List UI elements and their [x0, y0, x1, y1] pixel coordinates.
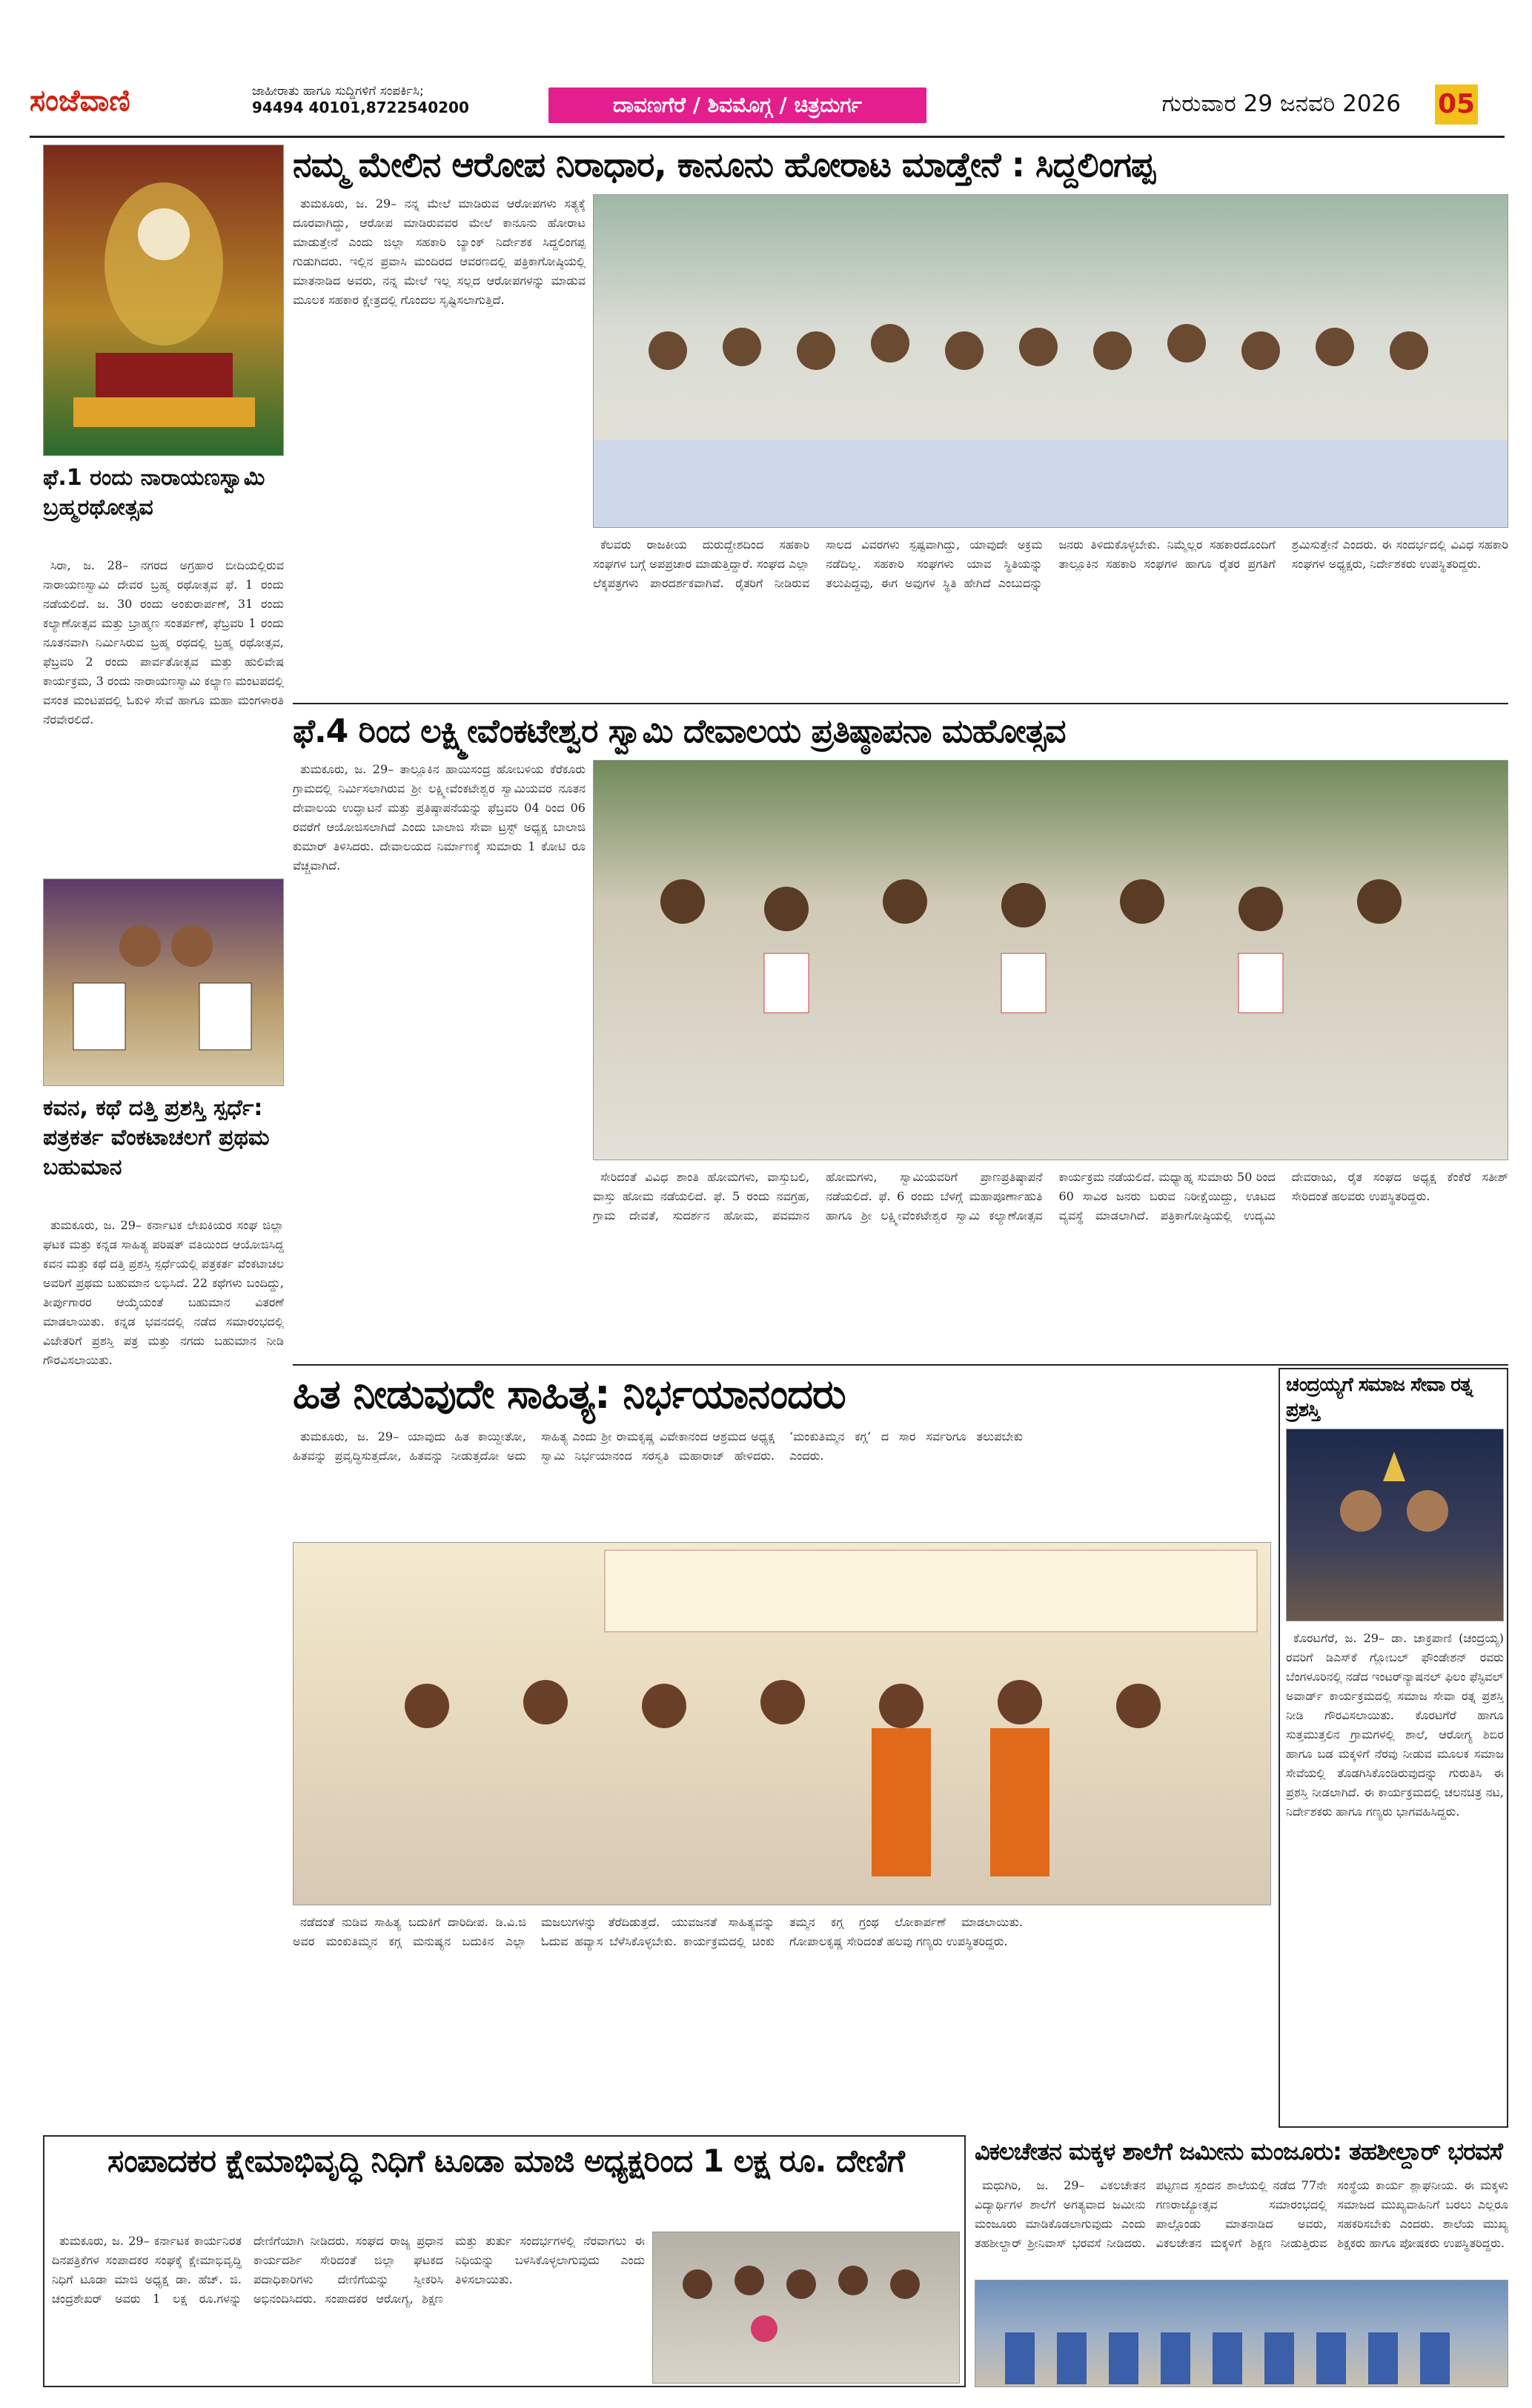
- press-meet-group-photo: [593, 194, 1508, 528]
- group-photo-illustration: [594, 195, 1508, 528]
- newspaper-logo: [30, 83, 252, 128]
- temple-book-release-photo: [593, 760, 1508, 1160]
- contact-phone: 94494 40101,8722540200: [252, 99, 469, 116]
- school-children-photo: [975, 2280, 1508, 2387]
- poetry-award-body: [43, 1216, 284, 2076]
- editor-welfare-text: ತುಮಕೂರು, ಜ. 29– ಕರ್ನಾಟಕ ಕಾರ್ಯನಿರತ ದಿನಪತ್ರಿಕೆಗಳ ಸಂಪಾದಕರ ಸಂಘಕ್ಕೆ ಕ್ಷೇಮಾಭಿವೃದ್ಧಿ ನಿಧಿಗೆ ಟೂಡಾ ಮಾಜಿ ಅಧ್ಯಕ್ಷ ಡಾ. ಹೆಚ್. ಜಿ. ಚಂದ್ರಶೇಖರ್ ಅವರು 1 ಲಕ್ಷ ರೂ.ಗಳನ್ನು ದೇಣಿಗೆಯಾಗಿ ನೀಡಿದರು. ಸಂಘದ ರಾಜ್ಯ ಪ್ರಧಾನ ಕಾರ್ಯದರ್ಶಿ ಸೇರಿದಂತೆ ಜಿಲ್ಲಾ ಘಟಕದ ಪದಾಧಿಕಾರಿಗಳು ದೇಣಿಗೆಯನ್ನು ಸ್ವೀಕರಿಸಿ ಅಭಿನಂದಿಸಿದರು. ಸಂಪಾದಕರ ಆರೋಗ್ಯ, ಶಿಕ್ಷಣ ಮತ್ತು ತುರ್ತು ಸಂದರ್ಭಗಳಲ್ಲಿ ನೆರವಾಗಲು ಈ ನಿಧಿಯನ್ನು ಬಳಸಿಕೊಳ್ಳಲಾಗುವುದು ಎಂದು ತಿಳಿಸಲಾಯಿತು.: [52, 2234, 645, 2306]
- lakshmi-venkateshwara-lead-text: ತುಮಕೂರು, ಜ. 29– ತಾಲ್ಲೂಕಿನ ಹಾಯಿಸಂದ್ರ ಹೋಬಳಿಯ ಕೆರೆಕೂರು ಗ್ರಾಮದಲ್ಲಿ ನಿರ್ಮಿಸಲಾಗಿರುವ ಶ್ರೀ ಲಕ್ಷ್ಮೀವೆಂಕಟೇಶ್ವರ ಸ್ವಾಮಿಯವರ ನೂತನ ದೇವಾಲಯ ಉದ್ಘಾಟನೆ ಮತ್ತು ಪ್ರತಿಷ್ಠಾಪನೆಯನ್ನು ಫೆಬ್ರವರಿ 04 ರಿಂದ 06 ರವರೆಗೆ ಆಯೋಜಿಸಲಾಗಿದೆ ಎಂದು ಬಾಲಾಜಿ ಸೇವಾ ಟ್ರಸ್ಟ್ ಅಧ್ಯಕ್ಷ ಬಾಲಾಜಿ ಕುಮಾರ್ ತಿಳಿಸಿದರು. ದೇವಾಲಯದ ನಿರ್ಮಾಣಕ್ಕೆ ಸುಮಾರು 1 ಕೋಟಿ ರೂ ವೆಚ್ಚವಾಗಿದೆ.: [293, 762, 586, 873]
- logo-text: ಸಂಜೆವಾಣಿ: [30, 83, 130, 118]
- edition-regions: ದಾವಣಗೆರೆ / ಶಿವಮೊಗ್ಗ / ಚಿತ್ರದುರ್ಗ: [548, 87, 926, 123]
- temple-festival-body: [43, 556, 284, 867]
- disabled-school-text: ಮಧುಗಿರಿ, ಜ. 29– ವಿಕಲಚೇತನ ವಿದ್ಯಾರ್ಥಿಗಳ ಶಾಲೆಗೆ ಅಗತ್ಯವಾದ ಜಮೀನು ಮಂಜೂರು ಮಾಡಿಕೊಡಲಾಗುವುದು ಎಂದು ತಹಶೀಲ್ದಾರ್ ಶ್ರೀನಿವಾಸ್ ಭರವಸೆ ನೀಡಿದರು. ಪಟ್ಟಣದ ಸ್ಪಂದನ ಶಾಲೆಯಲ್ಲಿ ನಡೆದ 77ನೇ ಗಣರಾಜ್ಯೋತ್ಸವ ಸಮಾರಂಭದಲ್ಲಿ ಪಾಲ್ಗೊಂಡು ಮಾತನಾಡಿದ ಅವರು, ವಿಕಲಚೇತನ ಮಕ್ಕಳಿಗೆ ಶಿಕ್ಷಣ ನೀಡುತ್ತಿರುವ ಸಂಸ್ಥೆಯ ಕಾರ್ಯ ಶ್ಲಾಘನೀಯ. ಈ ಮಕ್ಕಳು ಸಮಾಜದ ಮುಖ್ಯವಾಹಿನಿಗೆ ಬರಲು ಎಲ್ಲರೂ ಸಹಕರಿಸಬೇಕು ಎಂದರು. ಶಾಲೆಯ ಮುಖ್ಯ ಶಿಕ್ಷಕರು ಹಾಗೂ ಪೋಷಕರು ಉಪಸ್ಥಿತರಿದ್ದರು.: [975, 2178, 1508, 2250]
- masthead-rule: [30, 136, 1505, 138]
- poetry-award-text: ತುಮಕೂರು, ಜ. 29– ಕರ್ನಾಟಕ ಲೇಖಕಿಯರ ಸಂಘ ಜಿಲ್ಲಾ ಘಟಕ ಮತ್ತು ಕನ್ನಡ ಸಾಹಿತ್ಯ ಪರಿಷತ್ ವತಿಯಿಂದ ಆಯೋಜಿಸಿದ್ದ ಕವನ ಮತ್ತು ಕಥೆ ದತ್ತಿ ಪ್ರಶಸ್ತಿ ಸ್ಪರ್ಧೆಯಲ್ಲಿ ಪತ್ರಕರ್ತ ವೆಂಕಟಾಚಲ ಅವರಿಗೆ ಪ್ರಥಮ ಬಹುಮಾನ ಲಭಿಸಿದೆ. 22 ಕಥೆಗಳು ಬಂದಿದ್ದು, ತೀರ್ಪುಗಾರರ ಆಯ್ಕೆಯಂತೆ ಬಹುಮಾನ ವಿತರಣೆ ಮಾಡಲಾಯಿತು. ಕನ್ನಡ ಭವನದಲ್ಲಿ ನಡೆದ ಸಮಾರಂಭದಲ್ಲಿ ವಿಜೇತರಿಗೆ ಪ್ರಶಸ್ತಿ ಪತ್ರ ಮತ್ತು ನಗದು ಬಹುಮಾನ ನೀಡಿ ಗೌರವಿಸಲಾಯಿತು.: [43, 1218, 284, 1367]
- disabled-school-body: [975, 2176, 1508, 2272]
- editor-welfare-box: [43, 2135, 966, 2387]
- section-rule-1: [293, 703, 1508, 704]
- issue-date: ಗುರುವಾರ 29 ಜನವರಿ 2026: [1161, 90, 1401, 117]
- siddalingappa-lead: [293, 194, 586, 698]
- disabled-school-headline: ವಿಕಲಚೇತನ ಮಕ್ಕಳ ಶಾಲೆಗೆ ಜಮೀನು ಮಂಜೂರು: ತಹಶೀಲ್ದಾರ್ ಭರವಸೆ: [975, 2137, 1502, 2166]
- donation-illustration: [653, 2232, 960, 2384]
- siddalingappa-body-text: ಕೆಲವರು ರಾಜಕೀಯ ದುರುದ್ದೇಶದಿಂದ ಸಹಕಾರಿ ಸಂಘಗಳ ಬಗ್ಗೆ ಅಪಪ್ರಚಾರ ಮಾಡುತ್ತಿದ್ದಾರೆ. ಸಂಘದ ಎಲ್ಲಾ ಲೆಕ್ಕಪತ್ರಗಳು ಪಾರದರ್ಶಕವಾಗಿವೆ. ರೈತರಿಗೆ ನೀಡಿರುವ ಸಾಲದ ವಿವರಗಳು ಸ್ಪಷ್ಟವಾಗಿದ್ದು, ಯಾವುದೇ ಅಕ್ರಮ ನಡೆದಿಲ್ಲ. ಸಹಕಾರಿ ಸಂಘಗಳು ಯಾವ ಸ್ಥಿತಿಯನ್ನು ತಲುಪಿದ್ದವು, ಈಗ ಅವುಗಳ ಸ್ಥಿತಿ ಹೇಗಿದೆ ಎಂಬುದನ್ನು ಜನರು ತಿಳಿದುಕೊಳ್ಳಬೇಕು. ನಿಮ್ಮೆಲ್ಲರ ಸಹಕಾರದೊಂದಿಗೆ ತಾಲ್ಲೂಕಿನ ಸಹಕಾರಿ ಸಂಘಗಳ ಹಾಗೂ ರೈತರ ಪ್ರಗತಿಗೆ ಶ್ರಮಿಸುತ್ತೇನೆ ಎಂದರು. ಈ ಸಂದರ್ಭದಲ್ಲಿ ವಿವಿಧ ಸಹಕಾರಿ ಸಂಘಗಳ ಅಧ್ಯಕ್ಷರು, ನಿರ್ದೇಶಕರು ಉಪಸ್ಥಿತರಿದ್ದರು.: [593, 538, 1508, 590]
- donation-handover-photo: [652, 2232, 960, 2384]
- poetry-award-title: ಕವನ, ಕಥೆ ದತ್ತಿ ಪ್ರಶಸ್ತಿ ಸ್ಪರ್ಧೆ: ಪತ್ರಕರ್ತ ವೆಂಕಟಾಚಲಗೆ ಪ್ರಥಮ ಬಹುಮಾನ: [43, 1095, 270, 1180]
- editor-welfare-title: ಸಂಪಾದಕರ ಕ್ಷೇಮಾಭಿವೃದ್ಧಿ ನಿಧಿಗೆ ಟೂಡಾ ಮಾಜಿ ಅಧ್ಯಕ್ಷರಿಂದ 1 ಲಕ್ಷ ರೂ. ದೇಣಿಗೆ: [107, 2143, 904, 2179]
- page-number: 05: [1435, 85, 1478, 125]
- section-rule-2: [293, 1364, 1508, 1366]
- nirbhayananda-headline: ಹಿತ ನೀಡುವುದೇ ಸಾಹಿತ್ಯ: ನಿರ್ಭಯಾನಂದರು: [293, 1371, 846, 1418]
- nirbhayananda-body: [293, 1913, 1271, 2128]
- siddalingappa-body: [593, 535, 1508, 698]
- nirbhayananda-lead-text: ತುಮಕೂರು, ಜ. 29– ಯಾವುದು ಹಿತ ಕಾಯ್ದೀತೋ, ಹಿತವನ್ನು ಪ್ರವೃದ್ಧಿಸುತ್ತದೋ, ಹಿತವನ್ನು ನೀಡುತ್ತದೋ ಅದು ಸಾಹಿತ್ಯ ಎಂದು ಶ್ರೀ ರಾಮಕೃಷ್ಣ ವಿವೇಕಾನಂದ ಆಶ್ರಮದ ಅಧ್ಯಕ್ಷ ಸ್ವಾಮಿ ನಿರ್ಭಯಾನಂದ ಸರಸ್ವತಿ ಮಹಾರಾಜ್ ಹೇಳಿದರು. ‘ಮಂಕುತಿಮ್ಮನ ಕಗ್ಗ’ ದ ಸಾರ ಸರ್ವರಿಗೂ ತಲುಪಬೇಕು ಎಂದರು.: [293, 1429, 1023, 1463]
- chandrayya-award-body: [1286, 1629, 1504, 2118]
- deity-illustration: [44, 145, 284, 456]
- award-ceremony-photo: [43, 879, 284, 1086]
- chandrayya-award-box: [1279, 1368, 1508, 2128]
- nirbhayananda-body-text: ನಡೆದಂತೆ ನುಡಿವ ಸಾಹಿತ್ಯ ಬದುಕಿಗೆ ದಾರಿದೀಪ. ಡಿ.ವಿ.ಜಿ ಅವರ ಮಂಕುತಿಮ್ಮನ ಕಗ್ಗ ಮನುಷ್ಯನ ಬದುಕಿನ ಎಲ್ಲಾ ಮಜಲುಗಳನ್ನು ತೆರೆದಿಡುತ್ತದೆ. ಯುವಜನತೆ ಸಾಹಿತ್ಯವನ್ನು ಓದುವ ಹವ್ಯಾಸ ಬೆಳೆಸಿಕೊಳ್ಳಬೇಕು. ಕಾರ್ಯಕ್ರಮದಲ್ಲಿ ಚಿಂಕು ತಮ್ಮನ ಕಗ್ಗ ಗ್ರಂಥ ಲೋಕಾರ್ಪಣೆ ಮಾಡಲಾಯಿತು. ಗೋಪಾಲಕೃಷ್ಣ ಸೇರಿದಂತೆ ಹಲವು ಗಣ್ಯರು ಉಪಸ್ಥಿತರಿದ್ದರು.: [293, 1915, 1023, 1948]
- contact-line1: ಜಾಹೀರಾತು ಹಾಗೂ ಸುದ್ದಿಗಳಿಗೆ ಸಂಪರ್ಕಿಸಿ;: [252, 84, 424, 99]
- chandrayya-award-text: ಕೊರಟಗೆರೆ, ಜ. 29– ಡಾ. ಚಾಕ್ರಪಾಣಿ (ಚಂದ್ರಯ್ಯ) ರವರಿಗೆ ಡಿಎಸ್‌ಕೆ ಗ್ಲೋಬಲ್ ಫೌಂಡೇಶನ್ ರವರು ಬೆಂಗಳೂರಿನಲ್ಲಿ ನಡೆದ ಇಂಟರ್‌ನ್ಯಾಷನಲ್ ಫಿಲಂ ಫೆಸ್ಟಿವಲ್ ಅವಾರ್ಡ್ ಕಾರ್ಯಕ್ರಮದಲ್ಲಿ ಸಮಾಜ ಸೇವಾ ರತ್ನ ಪ್ರಶಸ್ತಿ ನೀಡಿ ಗೌರವಿಸಲಾಯಿತು. ಕೊರಟಗೆರೆ ಹಾಗೂ ಸುತ್ತಮುತ್ತಲಿನ ಗ್ರಾಮಗಳಲ್ಲಿ ಶಾಲೆ, ಆರೋಗ್ಯ ಶಿಬಿರ ಹಾಗೂ ಬಡ ಮಕ್ಕಳಿಗೆ ನೆರವು ನೀಡುವ ಮೂಲಕ ಸಮಾಜ ಸೇವೆಯಲ್ಲಿ ತೊಡಗಿಸಿಕೊಂಡಿರುವುದನ್ನು ಗುರುತಿಸಿ ಈ ಪ್ರಶಸ್ತಿ ನೀಡಲಾಗಿದೆ. ಈ ಕಾರ್ಯಕ್ರಮದಲ್ಲಿ ಚಲನಚಿತ್ರ ನಟ, ನಿರ್ದೇಶಕರು ಹಾಗೂ ಗಣ್ಯರು ಭಾಗವಹಿಸಿದ್ದರು.: [1286, 1631, 1504, 1819]
- stage-illustration: [294, 1543, 1271, 1905]
- contact-info: [252, 83, 497, 117]
- temple-festival-text: ಸಿರಾ, ಜ. 28– ನಗರದ ಅಗ್ರಹಾರ ಬೀದಿಯಲ್ಲಿರುವ ನಾರಾಯಣಸ್ವಾಮಿ ದೇವರ ಬ್ರಹ್ಮ ರಥೋತ್ಸವ ಫೆ. 1 ರಂದು ನಡೆಯಲಿದೆ. ಜ. 30 ರಂದು ಅಂಕುರಾರ್ಪಣೆ, 31 ರಂದು ಕಲ್ಯಾಣೋತ್ಸವ ಮತ್ತು ಬ್ರಾಹ್ಮಣ ಸಂತರ್ಪಣೆ, ಫೆಬ್ರವರಿ 1 ರಂದು ನೂತನವಾಗಿ ನಿರ್ಮಿಸಿರುವ ಬ್ರಹ್ಮ ರಥದಲ್ಲಿ ಬ್ರಹ್ಮ ರಥೋತ್ಸವ, ಫೆಬ್ರವರಿ 2 ರಂದು ಪಾರ್ವತೋತ್ಸವ ಮತ್ತು ಹುಲಿವೇಷ ಕಾರ್ಯಕ್ರಮ, 3 ರಂದು ನಾರಾಯಣಸ್ವಾಮಿ ಕಲ್ಯಾಣ ಮಂಟಪದಲ್ಲಿ ವಸಂತ ಮಂಟಪದಲ್ಲಿ ಓಕುಳಿ ಸೇವೆ ಹಾಗೂ ಮಹಾ ಮಂಗಳಾರತಿ ನೆರವೇರಲಿದೆ.: [43, 558, 284, 727]
- award-people-illustration: [44, 879, 284, 1086]
- siddalingappa-headline: ನಮ್ಮ ಮೇಲಿನ ಆರೋಪ ನಿರಾಧಾರ, ಕಾನೂನು ಹೋರಾಟ ಮಾಡ್ತೇನೆ : ಸಿದ್ದಲಿಂಗಪ್ಪ: [293, 145, 1155, 185]
- chandrayya-award-title: ಚಂದ್ರಯ್ಯಗೆ ಸಮಾಜ ಸೇವಾ ರತ್ನ ಪ್ರಶಸ್ತಿ: [1286, 1374, 1473, 1421]
- temple-festival-title: ಫೆ.1 ರಂದು ನಾರಾಯಣಸ್ವಾಮಿ ಬ್ರಹ್ಮರಥೋತ್ಸವ: [43, 465, 265, 520]
- lakshmi-venkateshwara-body-text: ಸೇರಿದಂತೆ ವಿವಿಧ ಶಾಂತಿ ಹೋಮಗಳು, ವಾಸ್ತುಬಲಿ, ವಾಸ್ತು ಹೋಮ ನಡೆಯಲಿದೆ. ಫೆ. 5 ರಂದು ನವಗ್ರಹ, ಗ್ರಾಮ ದೇವತೆ, ಸುದರ್ಶನ ಹೋಮ, ಪವಮಾನ ಹೋಮಗಳು, ಸ್ವಾಮಿಯವರಿಗೆ ಪ್ರಾಣಪ್ರತಿಷ್ಠಾಪನೆ ನಡೆಯಲಿದೆ. ಫೆ. 6 ರಂದು ಬೆಳಗ್ಗೆ ಮಹಾಪೂರ್ಣಾಹುತಿ ಹಾಗೂ ಶ್ರೀ ಲಕ್ಷ್ಮೀವೆಂಕಟೇಶ್ವರ ಸ್ವಾಮಿ ಕಲ್ಯಾಣೋತ್ಸವ ಕಾರ್ಯಕ್ರಮ ನಡೆಯಲಿದೆ. ಮಧ್ಯಾಹ್ನ ಸುಮಾರು 50 ರಿಂದ 60 ಸಾವಿರ ಜನರು ಬರುವ ನಿರೀಕ್ಷೆಯಿದ್ದು, ಊಟದ ವ್ಯವಸ್ಥೆ ಮಾಡಲಾಗಿದೆ. ಪತ್ರಿಕಾಗೋಷ್ಠಿಯಲ್ಲಿ ಉದ್ಯಮಿ ದೇವರಾಜು, ರೈತ ಸಂಘದ ಅಧ್ಯಕ್ಷ ಕೆಂಕೆರೆ ಸತೀಶ್ ಸೇರಿದಂತೆ ಹಲವರು ಉಪಸ್ಥಿತರಿದ್ದರು.: [593, 1170, 1508, 1223]
- lakshmi-venkateshwara-lead: [293, 760, 586, 1360]
- award-stage-illustration: [1287, 1429, 1504, 1621]
- release-photo-illustration: [594, 761, 1508, 1160]
- nirbhayananda-lead: [293, 1427, 1271, 1538]
- lakshmi-venkateshwara-body: [593, 1168, 1508, 1360]
- temple-deity-photo: [43, 145, 284, 456]
- chandrayya-award-photo: [1286, 1429, 1504, 1621]
- editor-welfare-body: [52, 2232, 645, 2384]
- lakshmi-venkateshwara-headline: ಫೆ.4 ರಿಂದ ಲಕ್ಷ್ಮೀವೆಂಕಟೇಶ್ವರ ಸ್ವಾಮಿ ದೇವಾಲಯ ಪ್ರತಿಷ್ಠಾಪನಾ ಮಹೋತ್ಸವ: [293, 712, 1066, 750]
- siddalingappa-lead-text: ತುಮಕೂರು, ಜ. 29– ನನ್ನ ಮೇಲೆ ಮಾಡಿರುವ ಆರೋಪಗಳು ಸತ್ಯಕ್ಕೆ ದೂರವಾಗಿದ್ದು, ಆರೋಪ ಮಾಡಿರುವವರ ಮೇಲೆ ಕಾನೂನು ಹೋರಾಟ ಮಾಡುತ್ತೇನೆ ಎಂದು ಜಿಲ್ಲಾ ಸಹಕಾರಿ ಬ್ಯಾಂಕ್ ನಿರ್ದೇಶಕ ಸಿದ್ದಲಿಂಗಪ್ಪ ಗುಡುಗಿದರು. ಇಲ್ಲಿನ ಪ್ರವಾಸಿ ಮಂದಿರದ ಆವರಣದಲ್ಲಿ ಪತ್ರಿಕಾಗೋಷ್ಠಿಯಲ್ಲಿ ಮಾತನಾಡಿದ ಅವರು, ನನ್ನ ಮೇಲೆ ಇಲ್ಲ ಸಲ್ಲದ ಆರೋಪಗಳನ್ನು ಮಾಡುವ ಮೂಲಕ ಸಹಕಾರ ಕ್ಷೇತ್ರದಲ್ಲಿ ಗೊಂದಲ ಸೃಷ್ಟಿಸಲಾಗುತ್ತಿದೆ.: [293, 196, 586, 307]
- masthead: [30, 83, 1505, 133]
- book-launch-stage-photo: [293, 1542, 1271, 1905]
- children-illustration: [975, 2280, 1508, 2387]
